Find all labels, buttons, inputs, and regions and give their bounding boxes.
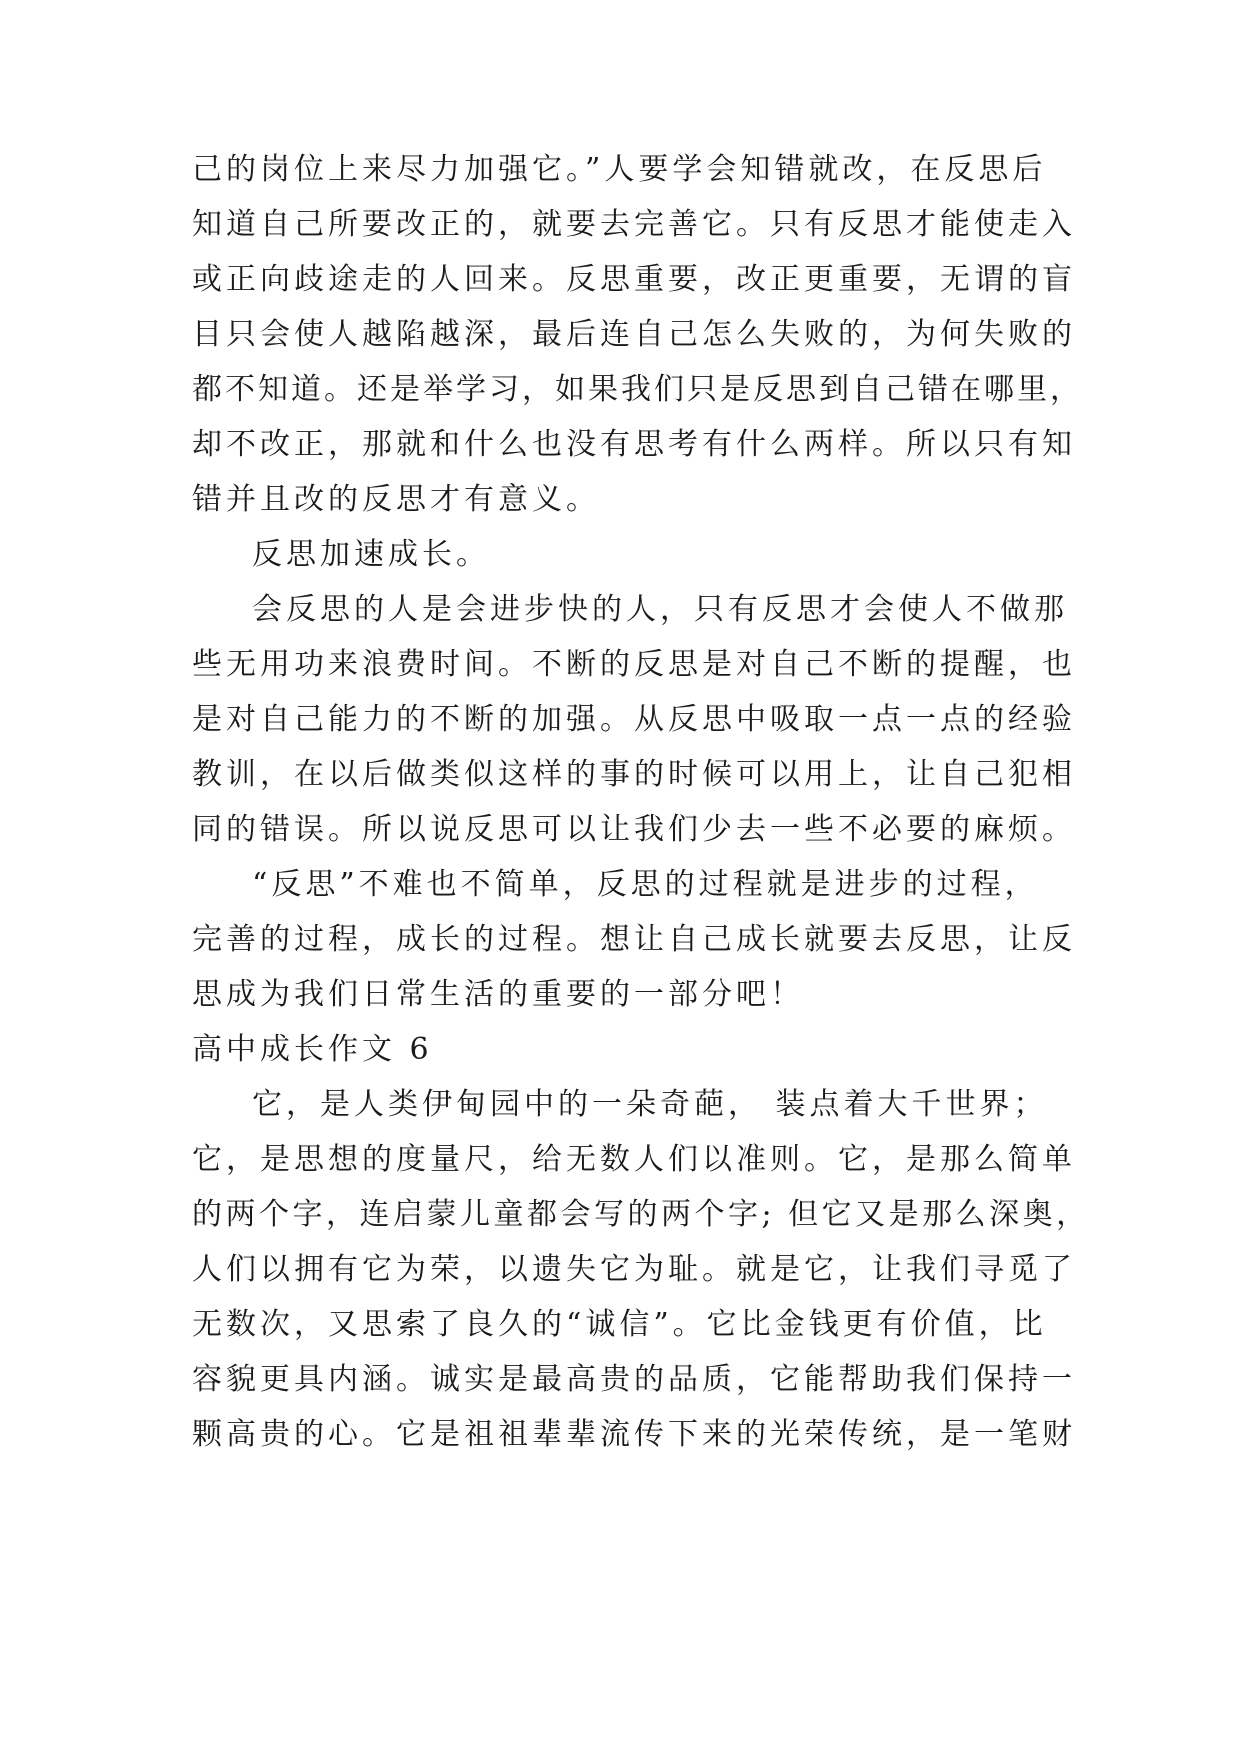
text-line: 颗高贵的心。它是祖祖辈辈流传下来的光荣传统，是一笔财 [192, 1417, 1076, 1452]
text-line: 会反思的人是会进步快的人，只有反思才会使人不做那 [252, 592, 1068, 627]
text-line: 却不改正，那就和什么也没有思考有什么两样。所以只有知 [192, 427, 1076, 462]
text-line: 完善的过程，成长的过程。想让自己成长就要去反思，让反 [192, 922, 1076, 957]
text-line: “反思”不难也不简单，反思的过程就是进步的过程， [252, 867, 1039, 902]
text-line: 知道自己所要改正的，就要去完善它。只有反思才能使走入 [192, 207, 1076, 242]
text-line: 些无用功来浪费时间。不断的反思是对自己不断的提醒，也 [192, 647, 1076, 682]
text-line: 无数次，又思索了良久的“诚信”。它比金钱更有价值，比 [192, 1307, 1047, 1342]
text-line: 它，是思想的度量尺，给无数人们以准则。它，是那么简单 [192, 1142, 1076, 1177]
text-line: 思成为我们日常生活的重要的一部分吧！ [192, 977, 804, 1012]
text-line: 错并且改的反思才有意义。 [192, 482, 600, 517]
text-line: 是对自己能力的不断的加强。从反思中吸取一点一点的经验 [192, 702, 1076, 737]
text-line: 容貌更具内涵。诚实是最高贵的品质，它能帮助我们保持一 [192, 1362, 1076, 1397]
text-line: 都不知道。还是举学习，如果我们只是反思到自己错在哪里， [192, 372, 1083, 407]
text-line: 它，是人类伊甸园中的一朵奇葩， 装点着大千世界； [252, 1087, 1048, 1122]
article-title: 高中成长作文 6 [192, 1032, 433, 1067]
text-line: 同的错误。所以说反思可以让我们少去一些不必要的麻烦。 [192, 812, 1076, 847]
text-line: 目只会使人越陷越深，最后连自己怎么失败的，为何失败的 [192, 317, 1076, 352]
text-line: 或正向歧途走的人回来。反思重要，改正更重要，无谓的盲 [192, 262, 1076, 297]
section-heading: 反思加速成长。 [252, 537, 490, 572]
text-line: 人们以拥有它为荣，以遗失它为耻。就是它，让我们寻觅了 [192, 1252, 1076, 1287]
text-line: 的两个字，连启蒙儿童都会写的两个字; 但它又是那么深奥， [192, 1197, 1090, 1232]
text-line: 己的岗位上来尽力加强它。”人要学会知错就改，在反思后 [192, 152, 1047, 187]
text-line: 教训，在以后做类似这样的事的时候可以用上，让自己犯相 [192, 757, 1076, 792]
